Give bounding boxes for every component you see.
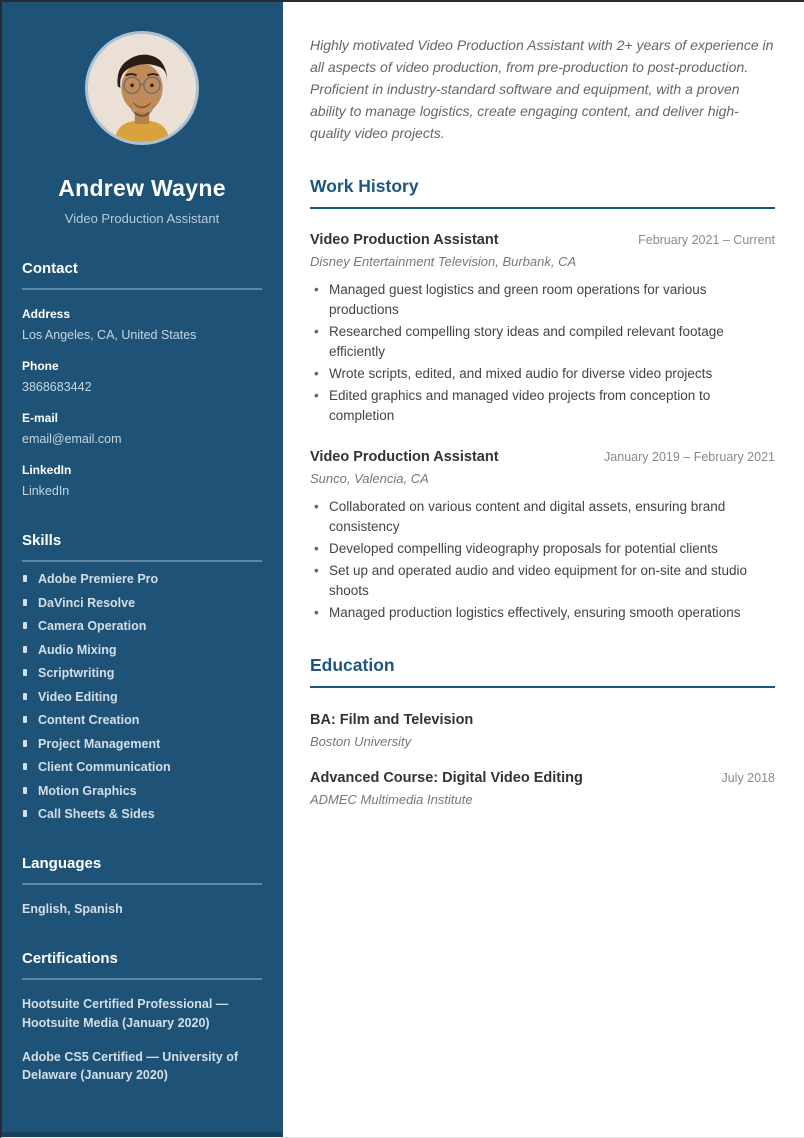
skills-heading: Skills xyxy=(22,532,262,562)
education-school: Boston University xyxy=(310,733,412,749)
education-date: July 2018 xyxy=(721,770,775,785)
certification-item: Adobe CS5 Certified — University of Delaware (January 2020) xyxy=(22,1049,239,1083)
languages-section xyxy=(22,855,262,916)
job-bullet: • Managed guest logistics and green room operations for various productions xyxy=(310,280,775,320)
education-title: BA: Film and Television xyxy=(310,711,474,728)
job-header xyxy=(310,449,775,465)
contact-label: Address xyxy=(22,307,71,321)
contact-section xyxy=(22,260,262,498)
job-bullet-list xyxy=(310,497,775,623)
job-company: Disney Entertainment Television, Burbank, CA xyxy=(310,254,577,269)
job-title: Video Production Assistant xyxy=(310,232,499,248)
job-dates: January 2019 – February 2021 xyxy=(604,449,775,464)
languages-value: English, Spanish xyxy=(22,902,123,916)
skill-item: Audio Mixing xyxy=(22,643,262,657)
work-history-section xyxy=(310,176,775,623)
skill-item: Call Sheets & Sides xyxy=(22,807,262,821)
job-bullet: • Researched compelling story ideas and compiled relevant footage efficiently xyxy=(310,322,775,362)
professional-summary: Highly motivated Video Production Assistant with 2+ years of experience in all aspects of video production, from pre-production to post-production. Proficient in industry-standard software and equipment, with a proven ability to manage logistics, create engaging content, and deliver high-quality video projects. xyxy=(310,37,774,141)
job-bullet: • Set up and operated audio and video equipment for on-site and studio shoots xyxy=(310,561,775,601)
skills-section xyxy=(22,532,262,821)
education-title: Advanced Course: Digital Video Editing xyxy=(310,769,583,786)
education-heading: Education xyxy=(310,655,775,688)
job-title: Video Production Assistant xyxy=(310,448,499,465)
contact-item-phone xyxy=(22,359,262,394)
job-bullet-list xyxy=(310,280,775,426)
contact-heading: Contact xyxy=(22,260,262,290)
contact-item-linkedin xyxy=(22,463,262,498)
contact-value: 3868683442 xyxy=(22,380,92,394)
job-bullet: • Collaborated on various content and digital assets, ensuring brand consistency xyxy=(310,497,775,537)
education-entry xyxy=(310,712,775,749)
languages-heading: Languages xyxy=(22,855,262,885)
skill-item: Project Management xyxy=(22,737,262,751)
certifications-heading: Certifications xyxy=(22,950,262,980)
contact-label: E-mail xyxy=(22,411,59,425)
skill-item: Motion Graphics xyxy=(22,784,262,798)
skill-item: Adobe Premiere Pro xyxy=(22,572,262,586)
job-dates: February 2021 – Current xyxy=(638,233,775,247)
job-bullet: • Managed production logistics effectively, ensuring smooth operations xyxy=(310,603,775,623)
certification-item: Hootsuite Certified Professional — Hootsuite Media (January 2020) xyxy=(22,997,229,1030)
job-header xyxy=(310,232,775,248)
job-entry xyxy=(310,232,775,426)
skill-item: DaVinci Resolve xyxy=(22,596,262,610)
skill-item: Client Communication xyxy=(22,760,262,774)
education-header xyxy=(310,770,775,786)
sidebar xyxy=(2,2,283,1137)
skill-item: Camera Operation xyxy=(22,619,262,633)
work-history-heading: Work History xyxy=(310,176,775,209)
job-bullet: • Edited graphics and managed video projects from conception to completion xyxy=(310,386,775,426)
avatar-illustration xyxy=(88,34,196,142)
contact-value: email@email.com xyxy=(22,432,122,446)
person-name: Andrew Wayne xyxy=(58,175,226,201)
contact-label: LinkedIn xyxy=(22,463,72,477)
skill-item: Video Editing xyxy=(22,690,262,704)
certifications-section xyxy=(22,950,262,1085)
contact-item-email xyxy=(22,411,262,446)
education-school: ADMEC Multimedia Institute xyxy=(310,791,473,807)
education-section xyxy=(310,655,775,807)
education-header xyxy=(310,712,775,728)
contact-value: LinkedIn xyxy=(22,484,70,498)
skill-item: Content Creation xyxy=(22,713,262,727)
job-company: Sunco, Valencia, CA xyxy=(310,470,429,486)
job-entry xyxy=(310,449,775,623)
skills-list xyxy=(22,572,262,821)
contact-value: Los Angeles, CA, United States xyxy=(22,328,197,342)
person-title: Video Production Assistant xyxy=(64,211,220,226)
skill-item: Scriptwriting xyxy=(22,666,262,680)
contact-item-address xyxy=(22,307,262,342)
job-bullet: • Developed compelling videography proposals for potential clients xyxy=(310,539,775,559)
main-content xyxy=(283,2,804,1137)
job-bullet: • Wrote scripts, edited, and mixed audio for diverse video projects xyxy=(310,364,775,384)
profile-photo xyxy=(85,31,199,145)
contact-label: Phone xyxy=(22,359,59,373)
education-entry xyxy=(310,770,775,807)
